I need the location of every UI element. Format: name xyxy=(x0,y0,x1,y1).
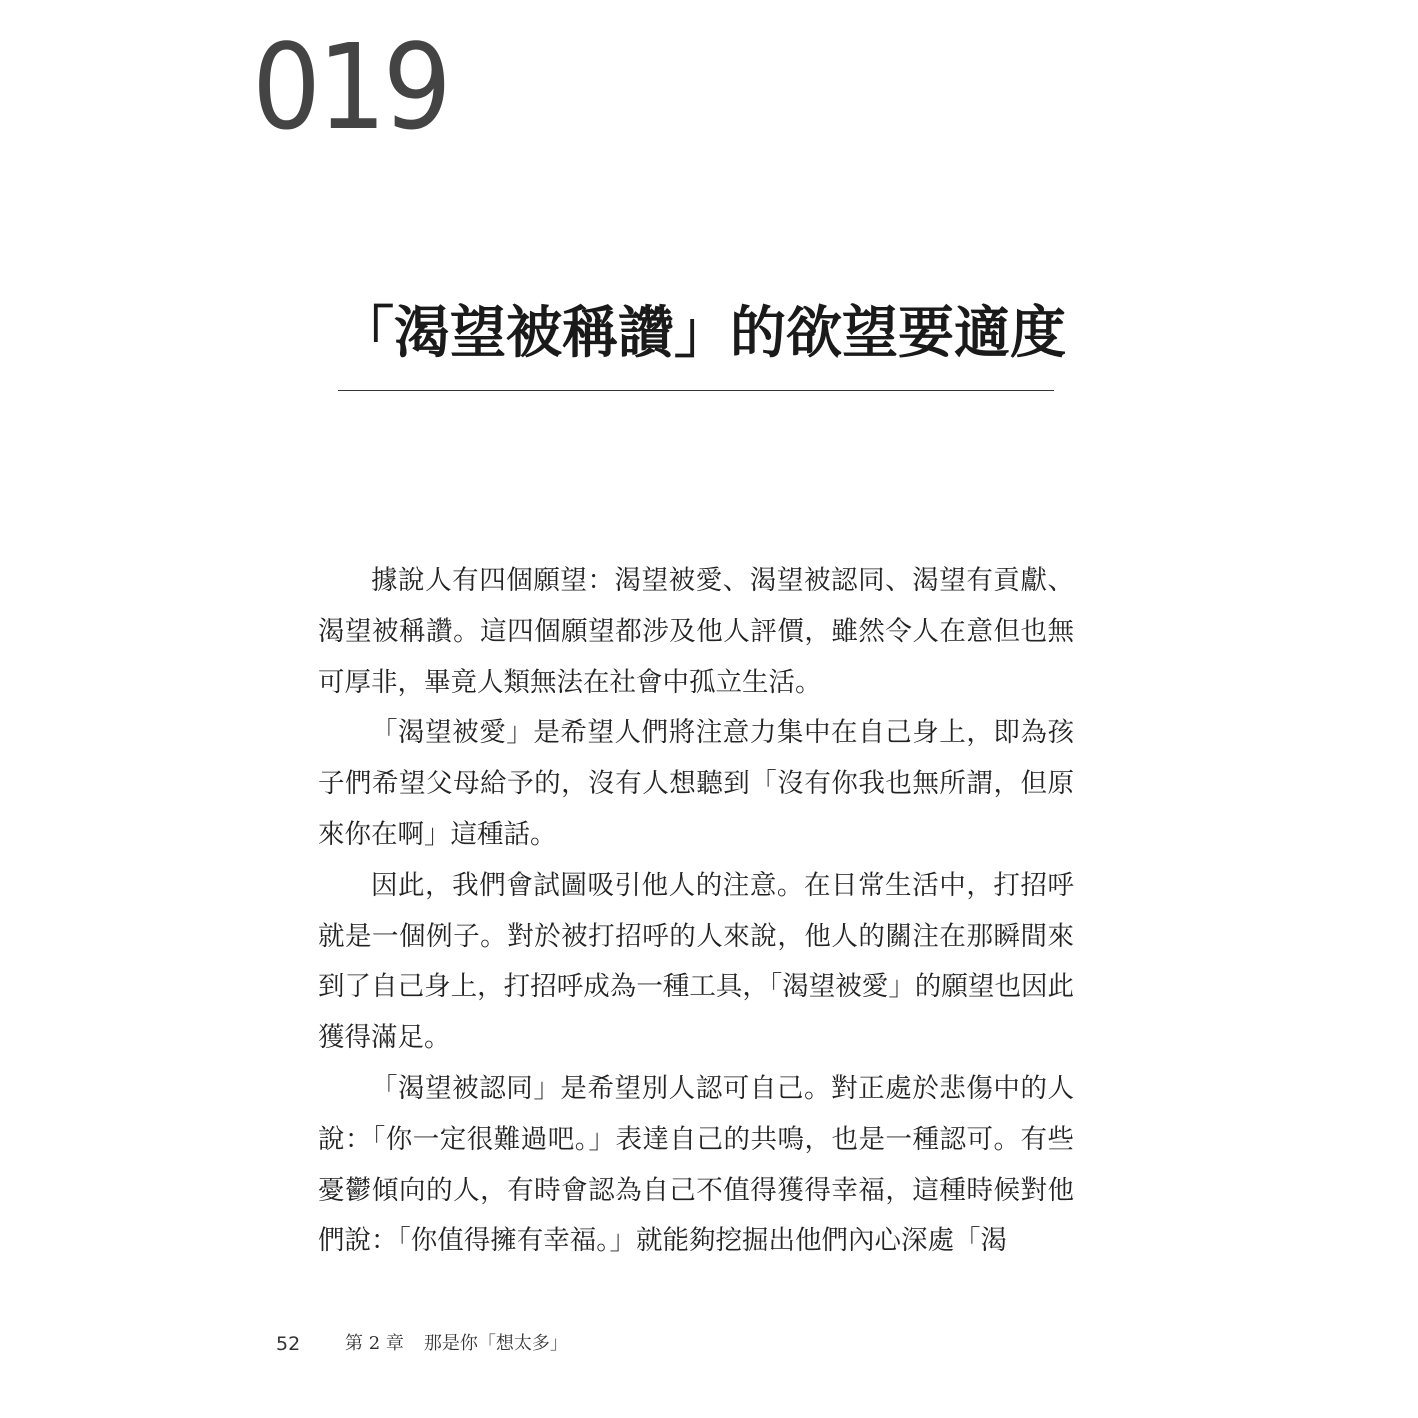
page-footer xyxy=(0,1330,1418,1360)
body-text xyxy=(318,556,1074,1267)
paragraph: 據說人有四個願望：渴望被愛、渴望被認同、渴望有貢獻、渴望被稱讚。這四個願望都涉及他人評價，雖然令人在意但也無可厚非，畢竟人類無法在社會中孤立生活。 xyxy=(318,565,1074,698)
running-head xyxy=(345,1330,568,1358)
paragraph: 「渴望被愛」是希望人們將注意力集中在自己身上，即為孩子們希望父母給予的，沒有人想聽到「沒有你我也無所謂，但原來你在啊」這種話。 xyxy=(318,717,1074,850)
chapter-label: 第 2 章 xyxy=(345,1333,404,1354)
paragraph: 因此，我們會試圖吸引他人的注意。在日常生活中，打招呼就是一個例子。對於被打招呼的人來說，他人的關注在那瞬間來到了自己身上，打招呼成為一種工具，「渴望被愛」的願望也因此獲得滿足。 xyxy=(318,869,1074,1054)
chapter-title: 那是你「想太多」 xyxy=(423,1333,568,1354)
section-number: 019 xyxy=(252,18,449,156)
paragraph: 「渴望被認同」是希望別人認可自己。對正處於悲傷中的人說：「你一定很難過吧。」表達自己的共鳴，也是一種認可。有些憂鬱傾向的人，有時會認為自己不值得獲得幸福，這種時候對他們說：「你值得擁有幸福。」就能夠挖掘出他們內心深處「渴 xyxy=(318,1072,1074,1257)
page-number: 52 xyxy=(276,1333,301,1355)
section-title: 「渴望被稱讚」的欲望要適度 xyxy=(338,301,1066,366)
title-divider xyxy=(338,390,1054,391)
